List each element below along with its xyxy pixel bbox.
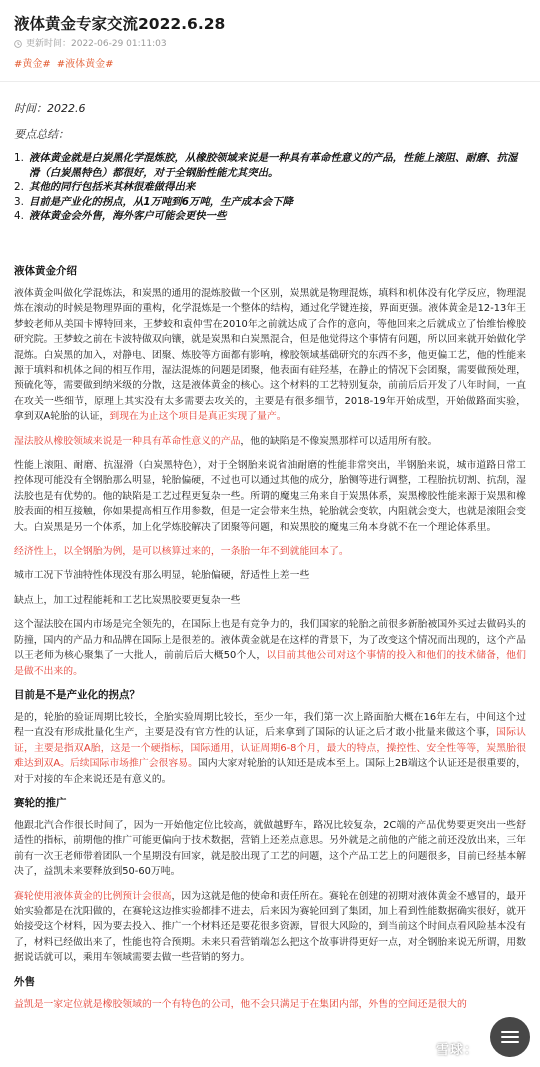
section-heading-intro: 液体黄金介绍 <box>14 264 77 277</box>
paragraph: 这个湿法胶在国内市场是完全领先的，在国际上也是有竞争力的，我们国家的轮胎之前很多新胎被国外买过去做码头的防撞，国内的产品力和品牌在国际上是很差的。液体黄金就是在这样的背景下，为了改变这个情况而出现的，这个产品以王老师为核心聚集了一大批人，前前后后大概50个人，以目前其他公司对这个事情的投入和他们的技术储备，他们是做不出来的。 <box>14 619 526 677</box>
clock-icon <box>14 40 22 48</box>
list-item: 2. 其他的同行包括米其林很难做得出来 <box>14 181 196 194</box>
tag-list <box>14 58 526 71</box>
section-heading-external-sales: 外售 <box>14 975 35 988</box>
update-time <box>14 38 526 50</box>
paragraph: 是的，轮胎的验证周期比较长，全胎实验周期比较长，至少一年，我们第一次上路面胎大概在16年左右，中间这个过程一直没有形成批量化生产，主要是没有官方性的认证，后来拿到了国际的认证之后才敢小批量来做这个事，国际认证，主要是指双A胎，这是一个硬指标，国际通用，认证周期6-8个月，最大的特点，操控性、安全性等等，炭黑胎很难达到双A。后续国际市场推广会很容易。国内大家对轮胎的认知还是成本至上。国际上2B端这个认证还是很重要的，对于对接的车企来说还是有意义的。 <box>14 711 526 785</box>
tag-gold[interactable]: #黄金# <box>14 59 51 70</box>
snowball-logo-icon <box>419 1042 433 1056</box>
paragraph: 液体黄金叫做化学混炼法，和炭黑的通用的混炼胶做一个区别，炭黑就是物理混炼，填料和机体没有化学反应，物理混炼在滚动的时候是物理界面的重构，化学混炼是一个整体的结构，通过化学键连接，界面更强。液体黄金是12-13年王梦蛟老师从美国卡博特回来，王梦蛟和袁仲雪在2010年之前就达成了合作的意向，等他回来之后就成立了怡维怡橡胶研究院。王梦蛟之前在卡波特做双向镶，就是炭黑和白炭黑混合，但是他觉得这个事情有问题，所以回来就开始做化学混炼。白炭黑的加入，对静电、团聚、炼胶等方面都有影响，橡胶领域基础研究的东西不多，他更偏工艺，他的性能来源于填料和机体之间的相互作用，湿法混炼的问题是团聚，他表面有硅羟基，在静止的情况下会团聚，需要做预处理，预硫化等，需要做到纳米级的分散，这是液体黄金的核心。这个材料的工艺特别复杂，前前后后开发了八年时间，一直在攻关一些细节，原理上其实没有太多需要去攻关的，主要是有很多细节，2018-19年开始成型，开始做路面实验，拿到双A轮胎的认证，到现在为止这个项目是真正实现了量产。 <box>14 287 526 423</box>
section-heading-sailun: 赛轮的推广 <box>14 796 67 809</box>
paragraph: 湿法胶从橡胶领域来说是一种具有革命性意义的产品，他的缺陷是不像炭黑那样可以适用所有胶。 <box>14 435 438 447</box>
paragraph: 赛轮使用液体黄金的比例预计会很高，因为这就是他的使命和责任所在。赛轮在创建的初期对液体黄金不感冒的，最开始实验都是在沈阳做的，在赛轮这边推实验都排不进去，后来因为赛轮回到了集团，加上看到性能数据确实很好，就开始接受这个材料，因为要去投入、推广一个材料还是要花很多资源，冒很大风险的，到当前这个时间点看风险基本没有了，材料已经做出来了，性能也符合预期。未来只看营销端怎么把这个故事讲得更好一点，对全钢胎来说无所谓，用数据说话就可以，乘用车领域需要去做一些营销的努力。 <box>14 890 526 964</box>
tag-liquid-gold[interactable]: #液体黄金# <box>56 59 114 70</box>
paragraph: 他跟北汽合作很长时间了，因为一开始他定位比较高，就做越野车，路况比较复杂，2C端的产品优势要更突出一些舒适性的指标，前期他的推广可能更偏向于技术数据，营销上还差点意思。另外就是之前他的产能之前还没放出来，三年前有一次王老师带着团队一个星期没有回家，就是胶出现了工艺的问题，这个产品工艺上的问题很多，目前已经基本解决了，益凯未来要释放到50-60万吨。 <box>14 819 526 878</box>
paragraph: 性能上滚阻、耐磨、抗湿滑（白炭黑特色），对于全钢胎来说省油耐磨的性能非常突出，半钢胎来说，城市道路日常工控体现可能没有全钢胎那么明显，轮胎偏硬，不过也可以通过其他的成分，胎铡等进行调整，工程胎抗切割、抗刮，湿法胶也是有优势的。他的缺陷是工艺过程更复杂一些。所谓的魔鬼三角来自于炭黑体系，炭黑橡胶性能来源于炭黑和橡胶表面的相互接触，你如果提高相互作用参数，但是一定会带来生热，轮胎就会变软，内阻就会变大，也就是滚阻会变大。白炭黑是另一个体系，加上化学炼胶解决了团聚等问题，和炭黑胶的魔鬼三角本身就不在一个理论体系里。 <box>14 460 526 533</box>
floating-menu-button[interactable] <box>490 1017 530 1057</box>
update-time-text: 更新时间：2022-06-29 01:11:03 <box>26 39 167 49</box>
menu-lines-icon <box>501 1030 519 1044</box>
time-line: 时间：2022.6 <box>14 102 86 115</box>
key-points-list <box>14 151 526 224</box>
list-item: 1. 液体黄金就是白炭黑化学混炼胶，从橡胶领域来说是一种具有革命性意义的产品，性能上滚阻、耐磨、抗湿滑（白炭黑特色）都很好，对于全钢胎性能尤其突出。 <box>14 152 518 179</box>
paragraph: 城市工况下节油特性体现没有那么明显，轮胎偏硬，舒适性上差一些 <box>14 570 310 582</box>
paragraph: 益凯是一家定位就是橡胶领域的一个有特色的公司，他不会只满足于在集团内部，外售的空间还是很大的 <box>14 998 467 1010</box>
list-item: 3. 目前是产业化的拐点，从1万吨到6万吨，生产成本会下降 <box>14 195 293 208</box>
article-body <box>0 101 540 1012</box>
article-title: 液体黄金专家交流2022.6.28 <box>14 15 226 33</box>
paragraph: 经济性上，以全钢胎为例，是可以核算过来的，一条胎一年不到就能回本了。 <box>14 546 349 558</box>
paragraph: 缺点上，加工过程能耗和工艺比炭黑胶要更复杂一些 <box>14 594 241 606</box>
summary-label: 要点总结： <box>14 128 69 141</box>
article-header <box>0 14 540 71</box>
section-heading-inflection: 目前是不是产业化的拐点？ <box>14 688 140 701</box>
xueqiu-watermark: 雪球： <box>419 1039 478 1058</box>
list-item: 4. 液体黄金会外售，海外客户可能会更快一些 <box>14 210 227 223</box>
header-divider <box>0 81 540 82</box>
